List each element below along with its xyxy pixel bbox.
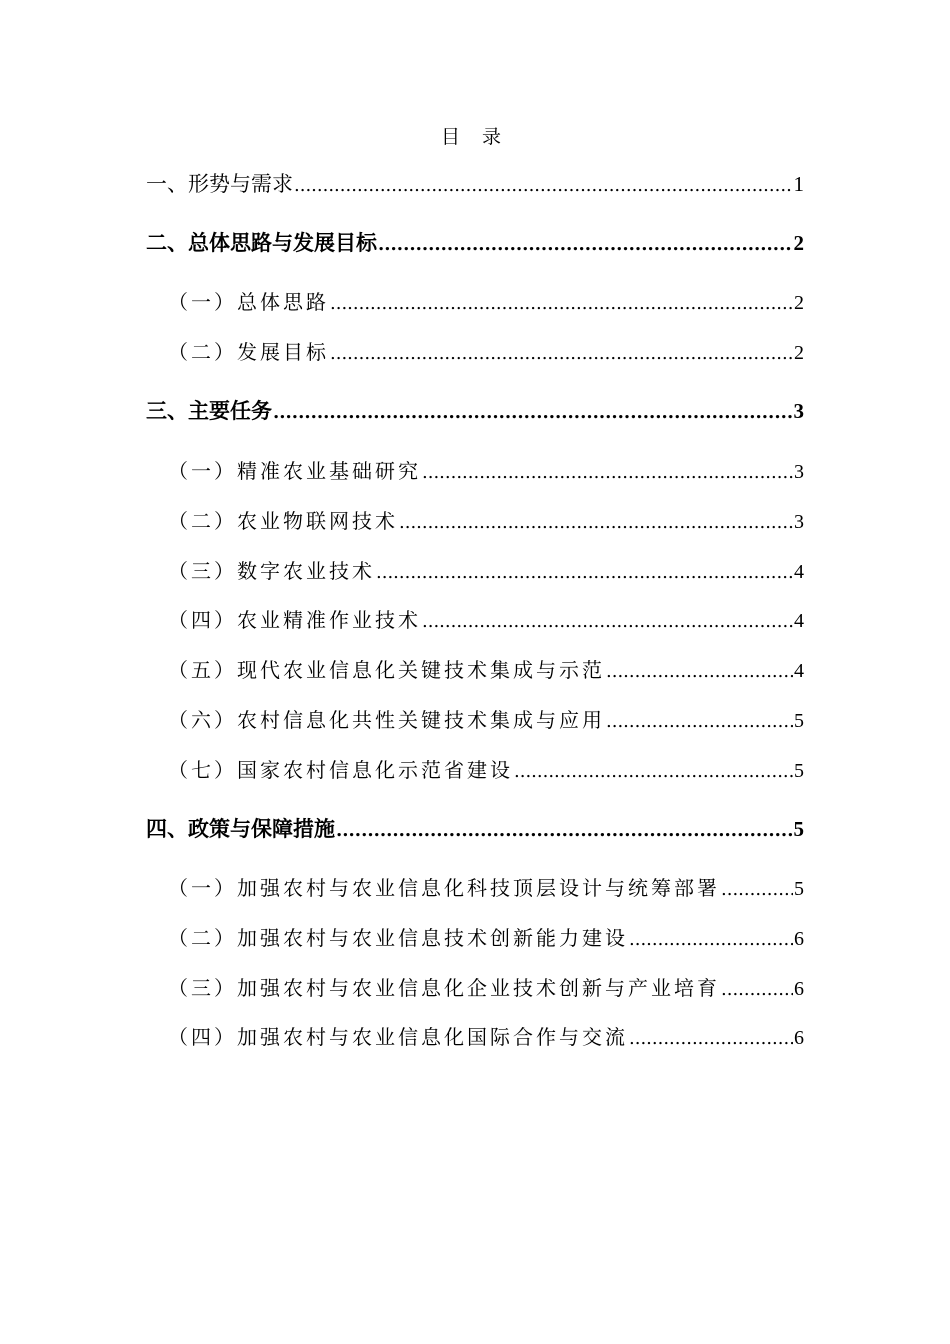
toc-dot-leader [629, 1024, 793, 1054]
toc-entry-label: （四）农业精准作业技术 [168, 608, 421, 632]
toc-dot-leader [330, 289, 793, 319]
toc-entry-section-1[interactable] [146, 169, 804, 199]
toc-entry-label: （六）农村信息化共性关键技术集成与应用 [168, 708, 605, 732]
toc-entry-label: 三、主要任务 [146, 398, 272, 423]
toc-dot-leader [629, 925, 793, 955]
toc-page-number: 3 [794, 511, 804, 533]
toc-dot-leader [514, 757, 793, 787]
toc-page-number: 2 [793, 231, 804, 255]
toc-entry-label: （三）数字农业技术 [168, 559, 375, 583]
toc-entry-label: （五）现代农业信息化关键技术集成与示范 [168, 658, 605, 682]
toc-entry-label: 四、政策与保障措施 [146, 816, 335, 841]
toc-entry-label: （二）发展目标 [168, 340, 329, 364]
toc-dot-leader [336, 816, 793, 846]
toc-entry-label: （一）总体思路 [168, 290, 329, 314]
toc-page-number: 2 [794, 292, 804, 314]
toc-dot-leader [606, 657, 793, 687]
toc-entry-subsection[interactable] [168, 1022, 804, 1052]
toc-entry-subsection[interactable] [168, 287, 804, 317]
toc-dot-leader [330, 339, 793, 369]
toc-page-number: 3 [793, 399, 804, 423]
toc-dot-leader [721, 875, 793, 905]
toc-entry-subsection[interactable] [168, 506, 804, 536]
toc-entry-label: 一、形势与需求 [146, 172, 293, 196]
toc-page-number: 5 [793, 817, 804, 841]
toc-page-number: 6 [794, 928, 804, 950]
toc-entry-subsection[interactable] [168, 923, 804, 953]
toc-entry-label: （四）加强农村与农业信息化国际合作与交流 [168, 1025, 628, 1049]
toc-entry-subsection[interactable] [168, 456, 804, 486]
toc-dot-leader [721, 975, 793, 1005]
toc-page-number: 1 [793, 172, 804, 196]
toc-entry-label: （七）国家农村信息化示范省建设 [168, 758, 513, 782]
toc-entry-label: （一）加强农村与农业信息化科技顶层设计与统筹部署 [168, 876, 720, 900]
toc-entry-subsection[interactable] [168, 873, 804, 903]
toc-page-number: 6 [794, 1027, 804, 1049]
toc-entry-subsection[interactable] [168, 973, 804, 1003]
toc-entry-label: （三）加强农村与农业信息化企业技术创新与产业培育 [168, 976, 720, 1000]
toc-title: 目 录 [440, 126, 510, 148]
toc-page-number: 4 [794, 561, 804, 583]
toc-dot-leader [376, 558, 793, 588]
toc-dot-leader [422, 607, 793, 637]
toc-entry-section-4[interactable] [146, 814, 804, 844]
toc-page-number: 4 [794, 660, 804, 682]
toc-dot-leader [378, 230, 793, 260]
toc-page-number: 2 [794, 342, 804, 364]
toc-entry-section-2[interactable] [146, 228, 804, 258]
toc-dot-leader [273, 398, 793, 428]
toc-entry-section-3[interactable] [146, 396, 804, 426]
toc-entry-subsection[interactable] [168, 755, 804, 785]
toc-page-number: 6 [794, 978, 804, 1000]
toc-entry-label: （二）农业物联网技术 [168, 509, 398, 533]
toc-entry-label: 二、总体思路与发展目标 [146, 230, 377, 255]
toc-dot-leader [294, 171, 793, 201]
toc-entry-subsection[interactable] [168, 655, 804, 685]
toc-entry-subsection[interactable] [168, 337, 804, 367]
toc-page-number: 5 [794, 710, 804, 732]
toc-entry-label: （一）精准农业基础研究 [168, 459, 421, 483]
toc-entry-label: （二）加强农村与农业信息技术创新能力建设 [168, 926, 628, 950]
toc-entry-subsection[interactable] [168, 605, 804, 635]
toc-page-number: 3 [794, 461, 804, 483]
toc-page-number: 5 [794, 760, 804, 782]
toc-entry-subsection[interactable] [168, 556, 804, 586]
toc-page-number: 5 [794, 878, 804, 900]
toc-page-number: 4 [794, 610, 804, 632]
toc-entry-subsection[interactable] [168, 705, 804, 735]
toc-dot-leader [399, 508, 793, 538]
toc-dot-leader [606, 707, 793, 737]
toc-dot-leader [422, 458, 793, 488]
